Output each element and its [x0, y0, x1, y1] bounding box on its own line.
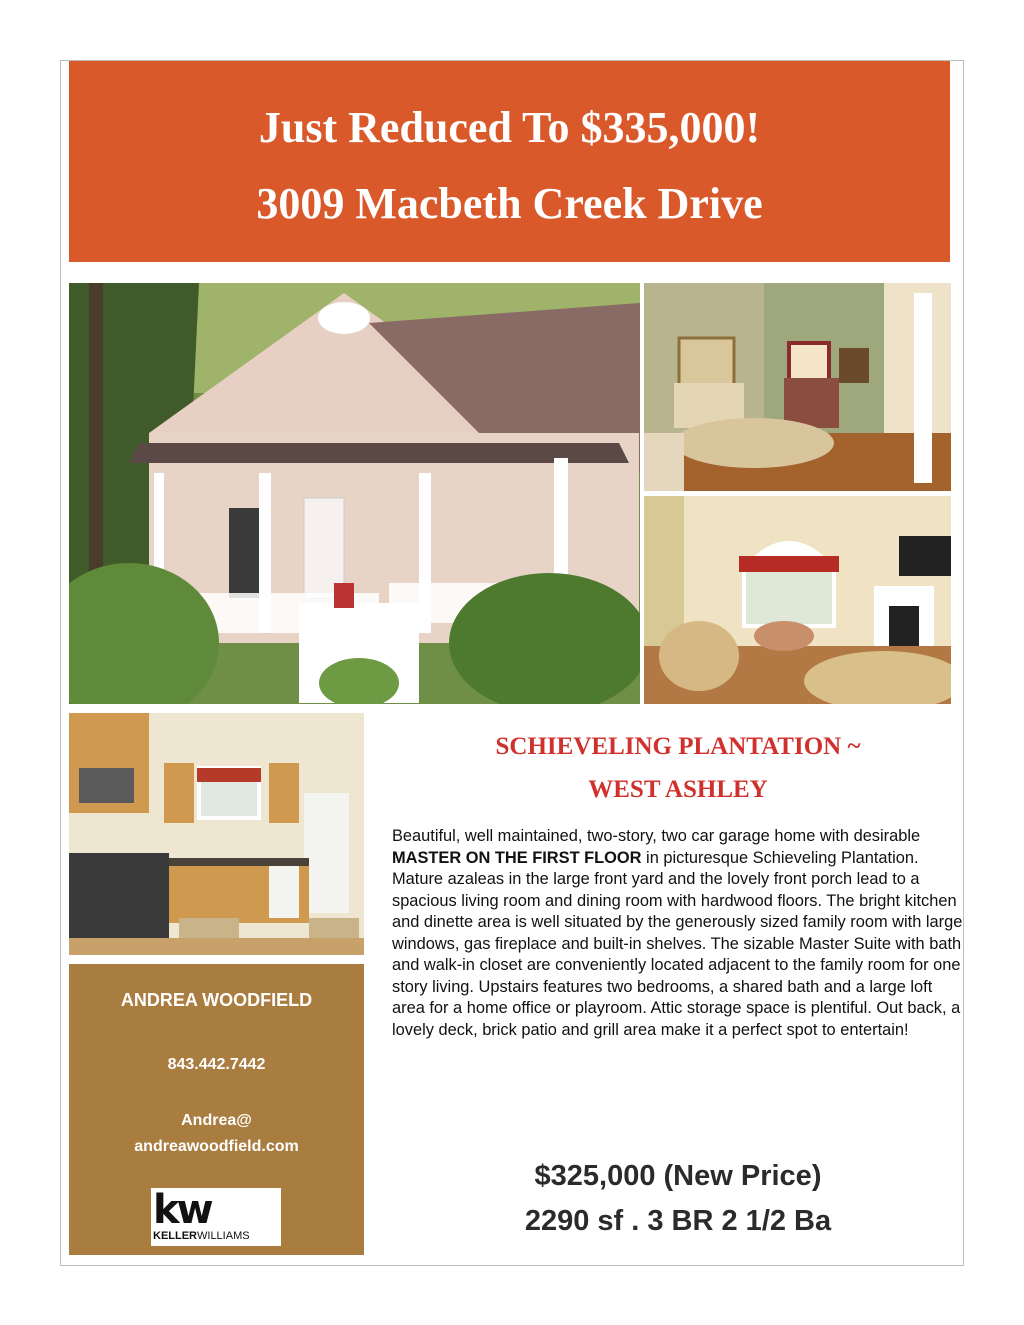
agent-phone[interactable]: 843.442.7442: [167, 1056, 266, 1073]
kw-logo-wordmark: KELLERWILLIAMS: [153, 1230, 250, 1242]
family-room-photo: [644, 496, 951, 704]
kitchen-photo: [69, 713, 364, 955]
agent-email-line2[interactable]: andreawoodfield.com: [134, 1138, 299, 1155]
price-reduction-headline: Just Reduced To $335,000!: [258, 103, 761, 152]
address-headline: 3009 Macbeth Creek Drive: [256, 179, 763, 228]
property-specs: 2290 sf . 3 BR 2 1/2 Ba: [524, 1205, 832, 1237]
listing-price: $325,000 (New Price): [534, 1160, 822, 1192]
agent-name: ANDREA WOODFIELD: [120, 990, 313, 1010]
property-description: Beautiful, well maintained, two-story, two car garage home with desirable MASTER ON THE FIRST FLOOR in picturesque Schieveling Plantation. Mature azaleas in the large front yard and the lovely front porch lead to a spacious living room and dining room with hardwood floors. The bright kitchen and dinette area is well situated by the generously sized family room with large windows, gas fireplace and built-in shelves. The sizable Master Suite with bath and walk-in closet are conveniently located adjacent to the family room for one story living. Upstairs features two bedrooms, a shared bath and a large loft area for a home office or playroom. Attic storage space is plentiful. Out back, a lovely deck, brick patio and grill area make it a perfect spot to entertain!: [392, 827, 963, 1039]
headline-banner: [69, 61, 950, 262]
neighborhood-heading-line1: SCHIEVELING PLANTATION ~: [495, 733, 861, 760]
kw-logo-mark: kw: [153, 1187, 211, 1233]
agent-email-line1[interactable]: Andrea@: [181, 1112, 252, 1129]
house-exterior-photo: [69, 283, 640, 704]
neighborhood-heading-line2: WEST ASHLEY: [588, 776, 768, 803]
master-first-floor-highlight: MASTER ON THE FIRST FLOOR: [392, 848, 642, 867]
keller-williams-logo: [151, 1188, 281, 1246]
living-room-photo: [644, 283, 951, 491]
agent-contact-box: [69, 964, 364, 1255]
